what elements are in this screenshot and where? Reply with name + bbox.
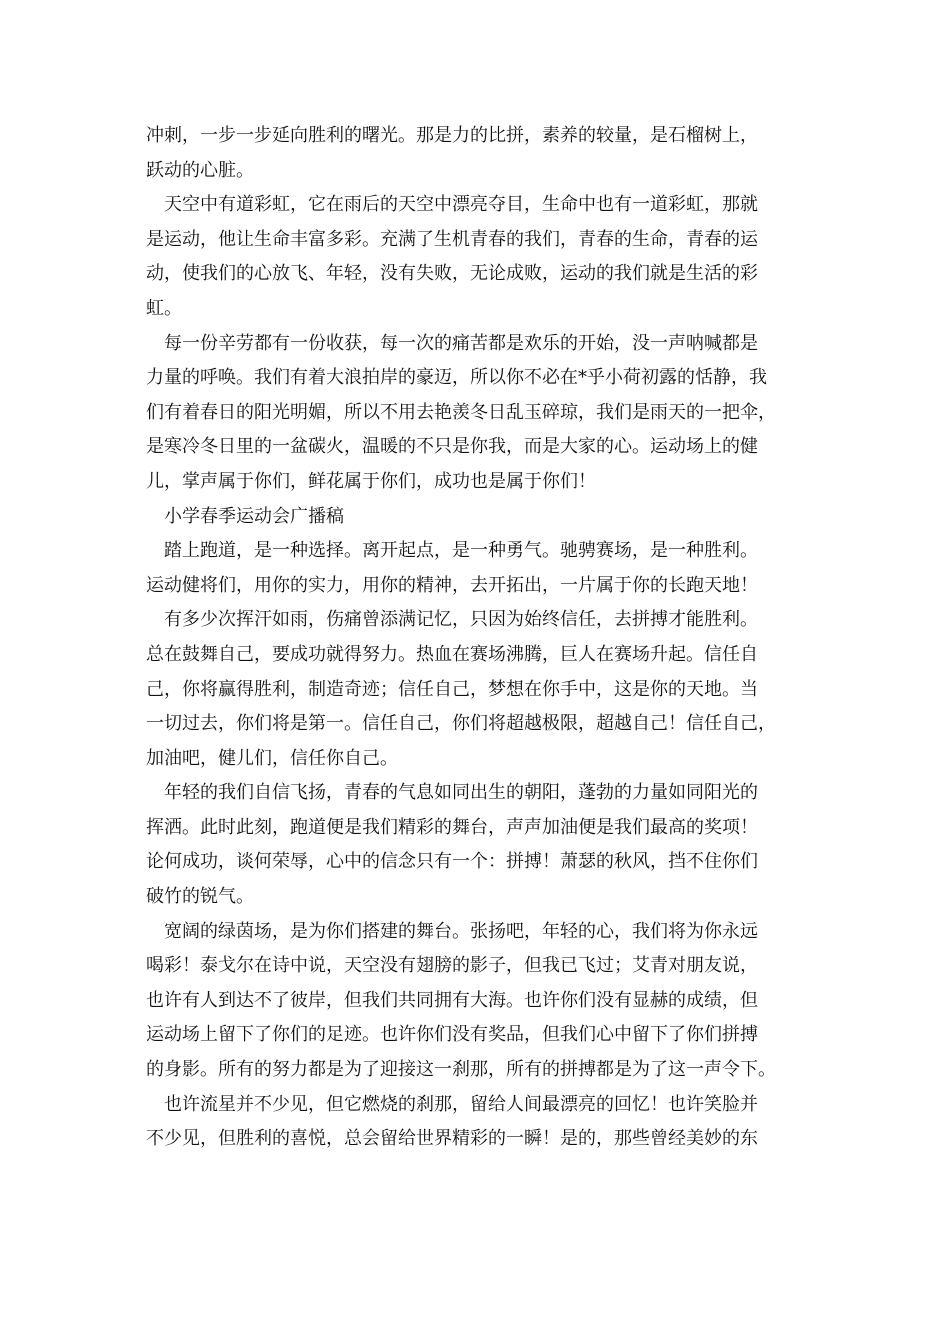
text-line: 的身影。所有的努力都是为了迎接这一刹那，所有的拼搏都是为了这一声令下。 — [146, 1059, 776, 1081]
text-line: 力量的呼唤。我们有着大浪拍岸的豪迈，所以你不必在*乎小荷初露的恬静，我 — [146, 367, 767, 389]
text-line: 们有着春日的阳光明媚，所以不用去艳羡冬日乱玉碎琼，我们是雨天的一把伞， — [146, 401, 776, 423]
text-line: 破竹的锐气。 — [146, 886, 254, 908]
text-line: 小学春季运动会广播稿 — [164, 505, 344, 527]
text-line: 每一份辛劳都有一份收获，每一次的痛苦都是欢乐的开始，没一声呐喊都是 — [164, 332, 758, 354]
text-line: 跃动的心脏。 — [146, 159, 254, 181]
text-line: 有多少次挥汗如雨，伤痛曾添满记忆，只因为始终信任，去拼搏才能胜利。 — [164, 609, 758, 631]
text-line: 冲刺，一步一步延向胜利的曙光。那是力的比拼，素养的较量，是石榴树上， — [146, 125, 758, 146]
text-line: 一切过去，你们将是第一。信任自己，你们将超越极限，超越自己！信任自己， — [146, 713, 776, 735]
text-line: 天空中有道彩虹，它在雨后的天空中漂亮夺目，生命中也有一道彩虹，那就 — [164, 194, 758, 216]
text-line: 是寒冷冬日里的一盆碳火，温暖的不只是你我，而是大家的心。运动场上的健 — [146, 436, 758, 458]
text-line: 也许有人到达不了彼岸，但我们共同拥有大海。也许你们没有显赫的成绩，但 — [146, 989, 758, 1011]
text-line: 虹。 — [146, 297, 182, 319]
text-line: 年轻的我们自信飞扬，青春的气息如同出生的朝阳，蓬勃的力量如同阳光的 — [164, 782, 758, 804]
text-line: 不少见，但胜利的喜悦，总会留给世界精彩的一瞬！是的，那些曾经美妙的东 — [146, 1128, 758, 1150]
text-line: 是运动，他让生命丰富多彩。充满了生机青春的我们，青春的生命，青春的运 — [146, 228, 758, 250]
text-line: 也许流星并不少见，但它燃烧的刹那，留给人间最漂亮的回忆！也许笑脸并 — [164, 1093, 758, 1115]
text-line: 论何成功，谈何荣辱，心中的信念只有一个：拼搏！萧瑟的秋风，挡不住你们 — [146, 851, 758, 873]
text-line: 运动场上留下了你们的足迹。也许你们没有奖品，但我们心中留下了你们拼搏 — [146, 1024, 758, 1046]
text-line: 喝彩！泰戈尔在诗中说，天空没有翅膀的影子，但我已飞过；艾青对朋友说， — [146, 955, 758, 977]
text-line: 挥洒。此时此刻，跑道便是我们精彩的舞台，声声加油便是我们最高的奖项！ — [146, 816, 758, 838]
text-line: 儿，掌声属于你们，鲜花属于你们，成功也是属于你们！ — [146, 470, 596, 492]
text-line: 加油吧，健儿们，信任你自己。 — [146, 747, 398, 769]
document-body — [146, 119, 826, 1157]
text-line: 运动健将们，用你的实力，用你的精神，去开拓出，一片属于你的长跑天地！ — [146, 574, 758, 596]
text-line: 踏上跑道，是一种选择。离开起点，是一种勇气。驰骋赛场，是一种胜利。 — [164, 540, 758, 562]
text-line: 动，使我们的心放飞、年轻，没有失败，无论成败，运动的我们就是生活的彩 — [146, 263, 758, 285]
text-line: 总在鼓舞自己，要成功就得努力。热血在赛场沸腾，巨人在赛场升起。信任自 — [146, 643, 758, 665]
text-line: 己，你将赢得胜利，制造奇迹；信任自己，梦想在你手中，这是你的天地。当 — [146, 678, 758, 700]
text-line: 宽阔的绿茵场，是为你们搭建的舞台。张扬吧，年轻的心，我们将为你永远 — [164, 920, 758, 942]
